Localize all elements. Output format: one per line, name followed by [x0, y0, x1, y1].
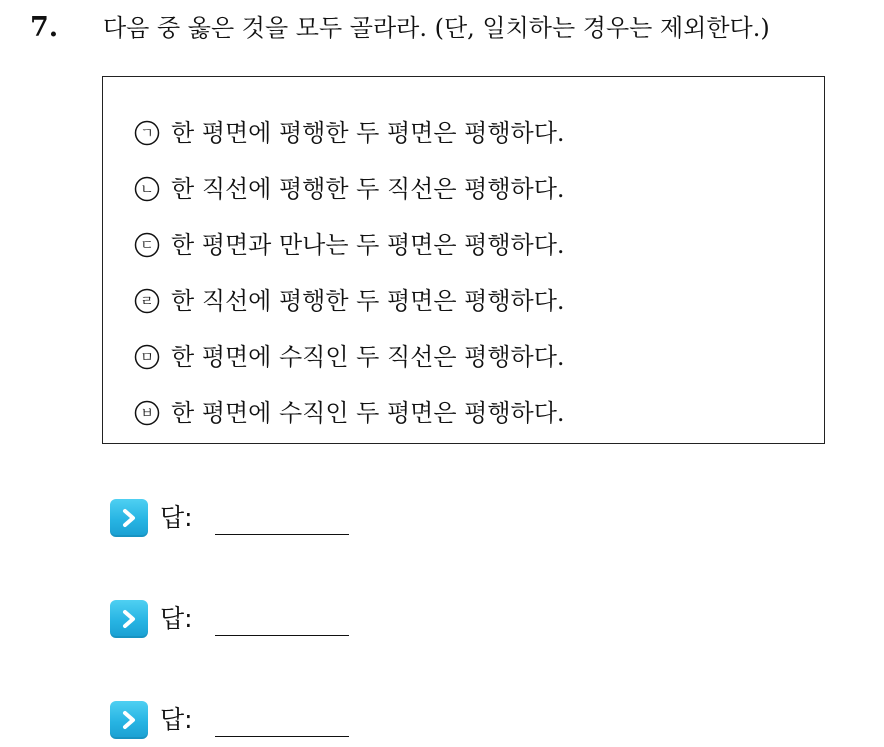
question-header: [0, 0, 884, 60]
chevron-right-icon: [110, 499, 148, 537]
statement-item-1: [133, 113, 565, 153]
statement-text: 한 직선에 평행한 두 평면은 평행하다.: [171, 287, 565, 315]
circled-marker-icon: [133, 287, 161, 315]
statement-text: 한 평면에 수직인 두 평면은 평행하다.: [171, 399, 565, 427]
answer-row-2: [110, 598, 349, 640]
statement-marker: ㅂ: [140, 406, 154, 422]
statement-text: 한 평면에 수직인 두 직선은 평행하다.: [171, 343, 565, 371]
statement-item-5: [133, 337, 565, 377]
answer-row-1: [110, 497, 349, 539]
statement-text: 한 평면과 만나는 두 평면은 평행하다.: [171, 231, 565, 259]
answer-label: 답:: [160, 503, 193, 532]
statement-text: 한 직선에 평행한 두 직선은 평행하다.: [171, 175, 565, 203]
statement-marker: ㄹ: [140, 294, 154, 310]
circled-marker-icon: [133, 231, 161, 259]
question-text: 다음 중 옳은 것을 모두 골라라. (단, 일치하는 경우는 제외한다.): [103, 14, 770, 42]
statement-item-4: [133, 281, 565, 321]
circled-marker-icon: [133, 343, 161, 371]
answer-blank[interactable]: [215, 533, 349, 535]
statement-marker: ㄴ: [140, 182, 154, 198]
answer-label: 답:: [160, 604, 193, 633]
chevron-right-icon: [110, 701, 148, 739]
answer-blank[interactable]: [215, 735, 349, 737]
statement-item-3: [133, 225, 565, 265]
statement-marker: ㅁ: [140, 350, 154, 366]
chevron-right-icon: [110, 600, 148, 638]
circled-marker-icon: [133, 399, 161, 427]
question-number: 7.: [30, 12, 59, 43]
statement-marker: ㄱ: [140, 126, 154, 142]
answer-blank[interactable]: [215, 634, 349, 636]
statement-marker: ㄷ: [140, 238, 154, 254]
statement-text: 한 평면에 평행한 두 평면은 평행하다.: [171, 119, 565, 147]
statement-item-2: [133, 169, 565, 209]
circled-marker-icon: [133, 119, 161, 147]
circled-marker-icon: [133, 175, 161, 203]
answer-label: 답:: [160, 705, 193, 734]
statement-box: [102, 76, 825, 444]
statement-item-6: [133, 393, 565, 433]
answer-row-3: [110, 699, 349, 741]
